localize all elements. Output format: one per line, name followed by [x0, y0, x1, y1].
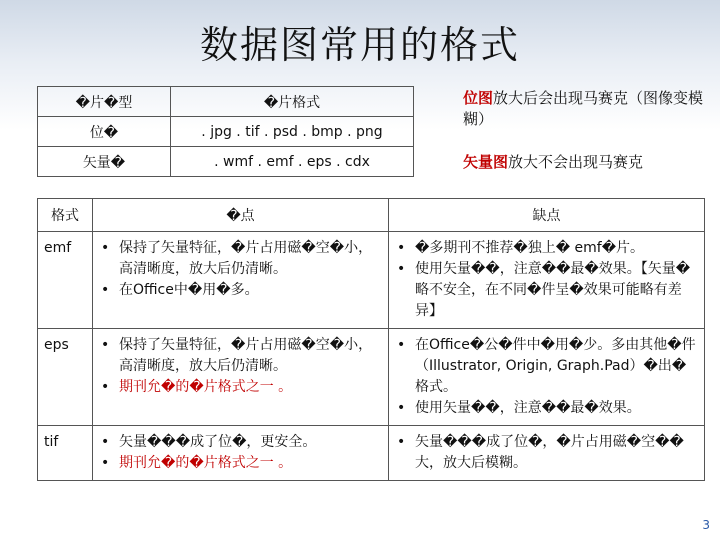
bitmap-note — [463, 88, 708, 130]
table-row — [38, 117, 414, 147]
list-item: • �多期刊不推荐�独上� emf�片。 — [393, 238, 698, 259]
image-type-table — [37, 86, 414, 177]
cons-cell — [389, 232, 705, 329]
header-cons: 缺点 — [389, 199, 705, 232]
list-item: • 矢量���成了位�，更安全。 — [97, 432, 382, 453]
header-image-format: �片格式 — [171, 87, 414, 117]
pros-cell — [93, 232, 389, 329]
header-format: 格式 — [38, 199, 93, 232]
table-row — [38, 329, 705, 426]
list-item: • 期刊允�的�片格式之一 。 — [97, 453, 382, 474]
cons-list — [393, 335, 698, 419]
list-item: • 矢量���成了位�，�片占用磁�空��大，放大后模糊。 — [393, 432, 698, 474]
format-cell: eps — [38, 329, 93, 426]
bitmap-note-highlight: 位图 — [463, 89, 494, 107]
list-item: • 在Office中�用�多。 — [97, 280, 382, 301]
header-pros: �点 — [93, 199, 389, 232]
list-item: • 在Office�公�件中�用�少。多由其他�件（Illustrator, Origin, Graph.Pad）�出�格式。 — [393, 335, 698, 398]
row-type-vector: 矢量� — [38, 147, 171, 177]
page-title: 数据图常用的格式 — [199, 23, 520, 67]
pros-cell — [93, 329, 389, 426]
format-cell: tif — [38, 426, 93, 481]
row-formats-bitmap: . jpg . tif . psd . bmp . png — [171, 117, 414, 147]
cons-cell — [389, 426, 705, 481]
row-type-bitmap: 位� — [38, 117, 171, 147]
table-row — [38, 232, 705, 329]
pros-cell — [93, 426, 389, 481]
list-item: • 使用矢量��，注意��最�效果。 — [393, 398, 698, 419]
comparison-header-row — [38, 199, 705, 232]
cons-cell — [389, 329, 705, 426]
page-number: 3 — [702, 518, 710, 532]
table-row — [38, 426, 705, 481]
list-item: • 保持了矢量特征，�片占用磁�空�小，高清晰度，放大后仍清晰。 — [97, 238, 382, 280]
pros-list — [97, 432, 382, 474]
row-formats-vector: . wmf . emf . eps . cdx — [171, 147, 414, 177]
cons-list — [393, 238, 698, 322]
pros-list — [97, 238, 382, 301]
format-comparison-table — [37, 198, 705, 481]
table-row — [38, 147, 414, 177]
vector-note — [463, 152, 708, 173]
header-image-type: �片�型 — [38, 87, 171, 117]
list-item: • 期刊允�的�片格式之一 。 — [97, 377, 382, 398]
list-item: • 保持了矢量特征，�片占用磁�空�小，高清晰度，放大后仍清晰。 — [97, 335, 382, 377]
cons-list — [393, 432, 698, 474]
table-header-row — [38, 87, 414, 117]
vector-note-text: 放大不会出现马赛克 — [508, 153, 644, 171]
format-cell: emf — [38, 232, 93, 329]
bitmap-note-text: 放大后会出现马赛克（图像变模糊） — [463, 89, 704, 128]
vector-note-highlight: 矢量图 — [463, 153, 509, 171]
list-item: • 使用矢量��，注意��最�效果。【矢量�略不安全，在不同�件呈�效果可能略有差异】 — [393, 259, 698, 322]
pros-list — [97, 335, 382, 398]
